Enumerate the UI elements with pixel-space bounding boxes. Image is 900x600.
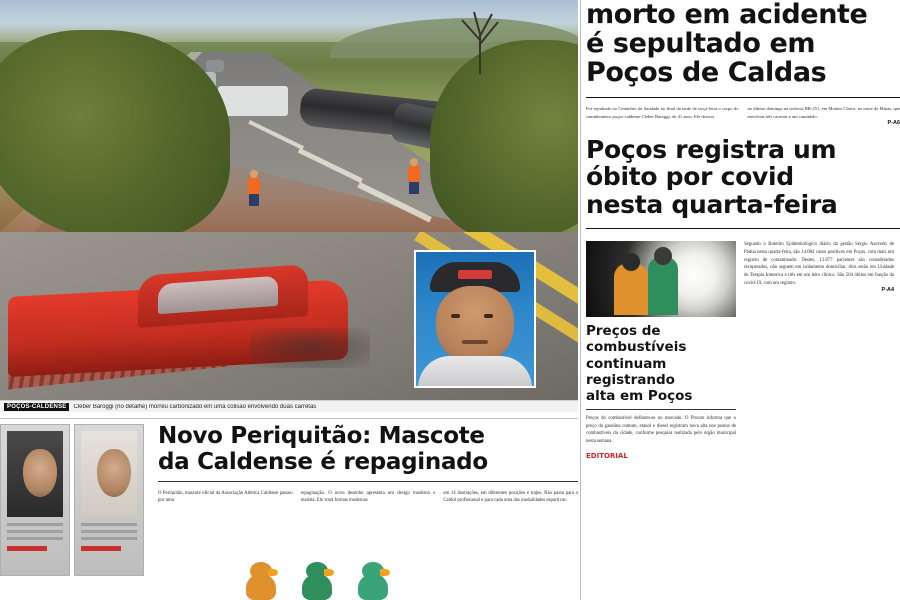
lead-photo: [0, 0, 578, 412]
headline-line: morto em acidente: [586, 0, 868, 30]
headline-line: é sepultado em: [586, 28, 816, 60]
mugshot-caption-lines: [81, 523, 137, 569]
mascot-figure-green: [294, 560, 340, 600]
face: [97, 449, 131, 497]
eye: [484, 314, 493, 318]
mascot-body: [158, 490, 578, 505]
headline-line: Preços de: [586, 323, 661, 340]
mugshot-photo: [74, 424, 144, 576]
page-reference: P-A6: [887, 119, 900, 126]
debris: [250, 328, 370, 368]
headline-line: alta em Poços: [586, 387, 693, 404]
divider: [158, 481, 578, 482]
caption-tag: POÇOS-CALDENSE: [4, 403, 69, 411]
red-marker: [81, 546, 121, 551]
lower-right-region: [586, 241, 900, 460]
lead-body-col-2: no último domingo na rodovia BR-251, em Montes Claros, no norte de Minas, que envolveu três carretas e um caminhão.: [747, 106, 900, 119]
headline-line: Poços de Caldas: [586, 57, 827, 89]
right-column: [586, 0, 900, 600]
mascot-figure-teal: [350, 560, 396, 600]
covid-body: Segundo o Boletim Epidemiológico diário da gestão Sérgio Azevedo de Pádua nesta quarta-feira, são 14.084 casos positivos em Poços, com mais um registro de contaminado. Destes, 13.877 pacientes são considerados recuperados, não seguem em isolamento domiciliar, dois estão em Unidade de Terapia Intensiva e três em um leito clínico. São 504 óbitos em função da covid-19, com um registro.: [744, 242, 894, 286]
headline-line: Novo Periquitão: Mascote: [158, 423, 485, 449]
mugshot-photo: [0, 424, 70, 576]
covid-headline: [586, 136, 900, 219]
accident-scene-photo: [0, 0, 578, 232]
headline-line: combustíveis: [586, 339, 687, 356]
headline-line: da Caldense é repaginado: [158, 448, 488, 475]
lead-body-col-1: Foi sepultado no Cemitério da Saudade no final da tarde de terça-feira o corpo do caminhoneiro poços-caldense Cleber Baroggi, de 41 anos. Ele deixou: [586, 106, 739, 119]
photo-caption: [0, 400, 578, 412]
mugshot-block: [0, 424, 152, 600]
mugshot-image: [81, 431, 137, 517]
caption-text: Cleber Baroggi (no detalhe) morreu carbonizado em uma colisão envolvendo duas carretas: [73, 404, 317, 410]
mouth: [462, 340, 488, 344]
mascot-body-col-1: O Periquitão, mascote oficial da Associação Atlética Caldense passou por uma: [158, 490, 293, 504]
headline-line: registrando: [586, 371, 675, 388]
fuel-story: [586, 241, 736, 460]
eye: [451, 314, 460, 318]
lead-headline: [586, 0, 900, 87]
fuel-station-photo: [586, 241, 736, 317]
white-truck: [218, 86, 288, 116]
face: [23, 449, 57, 497]
road-worker: [248, 170, 260, 204]
headline-line: nesta quarta-feira: [586, 189, 838, 219]
mascot-illustrations: [238, 560, 438, 600]
lead-body: [586, 105, 900, 125]
cap-logo: [458, 270, 492, 279]
headline-line: óbito por covid: [586, 162, 794, 192]
divider: [586, 228, 900, 229]
mugshot-caption-lines: [7, 523, 63, 569]
covid-body-region: [744, 241, 894, 460]
distant-vehicle: [206, 60, 224, 72]
mascot-body-col-3: em 14 ilustrações, em diferentes posições e trajes. Não passa para o Caldol profissional e para cada uma das modalidades esportivas.: [443, 490, 579, 504]
mascot-headline: [158, 424, 578, 476]
road-worker: [408, 158, 420, 192]
vertical-divider: [580, 0, 581, 600]
fuel-body: Preços do combustível definem-se no mercado. O Procon informa que o preço da gasolina comum, etanol e diesel registram nova alta nos postos de combustíveis da cidade, conforme pesquisa realizada pelo órgão municipal nesta semana.: [586, 416, 736, 445]
red-marker: [7, 546, 47, 551]
beak-icon: [380, 569, 390, 576]
editorial-label: EDITORIAL: [586, 451, 628, 460]
mugshot-image: [7, 431, 63, 517]
beak-icon: [268, 569, 278, 576]
mascot-figure-orange: [238, 560, 284, 600]
person-figure: [648, 257, 678, 315]
headline-line: continuam: [586, 355, 667, 372]
horizontal-divider: [0, 418, 578, 419]
mascot-body-col-2: repaginação. O novo desenho apresenta um design moderno e realista. Ele trará formas modernas: [300, 490, 436, 504]
victim-inset-portrait: [414, 250, 536, 388]
shirt: [418, 356, 532, 388]
beak-icon: [324, 569, 334, 576]
bare-tree: [430, 4, 530, 74]
fuel-headline: [586, 323, 736, 404]
headline-line: Poços registra um: [586, 134, 837, 164]
divider: [586, 409, 736, 410]
face: [436, 286, 514, 364]
divider: [586, 97, 900, 98]
page-reference: P-A4: [881, 287, 894, 294]
